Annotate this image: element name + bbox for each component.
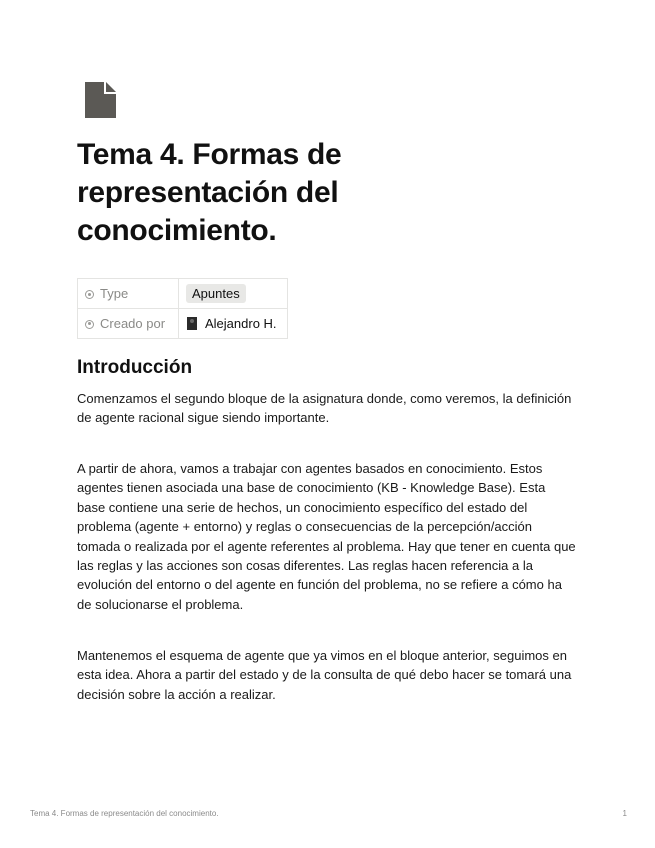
page-number: 1 (622, 809, 627, 818)
document-icon (85, 82, 116, 118)
properties-table (77, 278, 288, 339)
select-property-icon (85, 290, 94, 299)
type-tag[interactable]: Apuntes (186, 284, 246, 303)
creator-name: Alejandro H. (205, 316, 277, 331)
property-row-creado-por (78, 309, 288, 339)
paragraph: Comenzamos el segundo bloque de la asignatura donde, como veremos, la definición de agente racional sigue siendo importante. (77, 391, 572, 426)
section-heading: Introducción (77, 357, 193, 378)
footer-title: Tema 4. Formas de representación del conocimiento. (30, 809, 219, 818)
property-row-type (78, 279, 288, 309)
property-name: Type (100, 286, 129, 301)
avatar (187, 317, 197, 330)
property-name-cell[interactable] (78, 279, 179, 309)
property-name: Creado por (100, 316, 166, 331)
paragraph: Mantenemos el esquema de agente que ya vimos en el bloque anterior, seguimos en esta idea. Ahora a partir del estado y de la consulta de qué debo hacer se tomará una decisión sobre la acción a realizar. (77, 648, 572, 702)
property-name-cell[interactable] (78, 309, 179, 339)
paragraph: A partir de ahora, vamos a trabajar con agentes basados en conocimiento. Estos agentes tienen asociada una base de conocimiento (KB - Knowledge Base). Esta base contiene una serie de hechos, un conocimiento específico del estado del problema (agente + entorno) y reglas o consecuencias de la percepción/acción tomada o realizada por el agente referentes al problema. Hay que tener en cuenta que las reglas y las acciones son cosas diferentes. Las reglas hacen referencia a la evolución del entorno o del agente en función del problema, no se refiere a cómo ha de solucionarse el problema. (77, 461, 576, 612)
property-value-cell[interactable] (179, 309, 288, 339)
person-property-icon (85, 320, 94, 329)
page-title: Tema 4. Formas de representación del conocimiento. (77, 138, 342, 247)
property-value-cell[interactable] (179, 279, 288, 309)
